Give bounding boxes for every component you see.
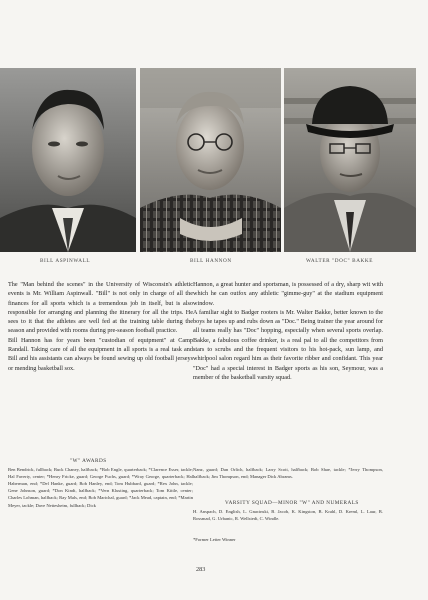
paragraph-bakke: A familiar sight to Badger rooters is Mr. Walter Bakke, better known to the boys he tapes up and rubs down as "Doc." Being trainer the year around for all teams really has "Doc" hopping, especially when several sports overlap. Bakke, a fabulous coffee drinker, is a real pal to all the competitors from stars to scrubs and the frequent visitors to his hot-pack, sun lamp, and whirlpool salon regard him as their favorite ribber and confidant. This year "Doc" had a special interest in Badger sports as his son, Seymour, was a member of the basketball varsity squad. [193, 308, 383, 381]
article-left-column [8, 280, 193, 373]
page-number: 283 [196, 566, 206, 573]
caption-walter-doc-bakke: WALTER "DOC" BAKKE [306, 258, 374, 264]
portrait-image [284, 68, 416, 252]
minor-awards-list: H. Anspach, D. English, L. Gnacinski, B. Jacob, K. Kingston, B. Krahl, D. Kreml, L. Laur, B. Rossmad, G. Urbanic, R. Wellstedt, C. Windle. [193, 509, 383, 522]
photo-bill-hannon [140, 68, 281, 252]
paragraph-hannon-continued: Hannon, a great hunter and sportsman, is possessed of a dry, sharp wit with which he can outfox any athletic "gimme-guy" at the stadium equipment window. [193, 281, 383, 307]
article-right-column [193, 280, 383, 382]
photo-strip [0, 68, 428, 252]
paragraph-hannon: Bill Hannon has for years been "custodian of equipment" at Camp Randall. Taking care of all the equipment in all sports is a real task and Bill and his assistants can always be found sewing up old football jerseys or mending basketball sox. [8, 336, 193, 372]
awards-list-right: Nanz, guard; Dan Orlich, halfback; Larry Scott, halfback; Bob Shae, tackle; *Jerry Thompson, halfback; Jim Thompson, end; Manager Dick Abrams. [193, 467, 383, 480]
awards-heading: "W" AWARDS [70, 458, 107, 464]
caption-bill-hannon: BILL HANNON [190, 258, 232, 264]
former-letter-winner-footnote: *Former Letter Winner [193, 537, 236, 542]
photo-walter-doc-bakke [284, 68, 416, 252]
awards-list-left: Ben Bendrick, fullback; Buck Chaney, halfback; *Bob Engle, quarterback; *Clarence Esser, tackle; Hal Faverty, center; *Henry Fricke, guard; George Fuchs, guard; *Wray George, quarterback; Hal Haberman, end; *Del Hanke, guard; Bob Hanley, end; Tom Hubbard, guard; *Rex John, tackle; Gene Johnson, guard; *Don Kindt, halfback; *Vern Klusting, quarterback; Tom Kittle, center; Charles Lohman, halfback; Ray Mals, end; Bob Marichal, guard; *Jack Mead, captain, end; *Martin Meyer, tackle; Dave Nettesheim, fullback; Dick [8, 467, 193, 508]
photo-bill-aspinwall [0, 68, 136, 252]
caption-bill-aspinwall: BILL ASPINWALL [40, 258, 91, 264]
portrait-image [0, 68, 136, 252]
portrait-image [140, 68, 281, 252]
minor-awards-heading: VARSITY SQUAD—MINOR "W" AND NUMERALS [225, 500, 359, 506]
paragraph-aspinwall: The "Man behind the scenes" in the University of Wisconsin's athletic events is Mr. William Aspinwall. "Bill" is not only in charge of all the finances for all sports which is a tremendous job in itself, but is also responsible for arranging and planning the itinerary for all the trips. He sees to it that the athletes are well fed at the training table during the season and provided with rooms during pre-season football practice. [8, 281, 193, 335]
